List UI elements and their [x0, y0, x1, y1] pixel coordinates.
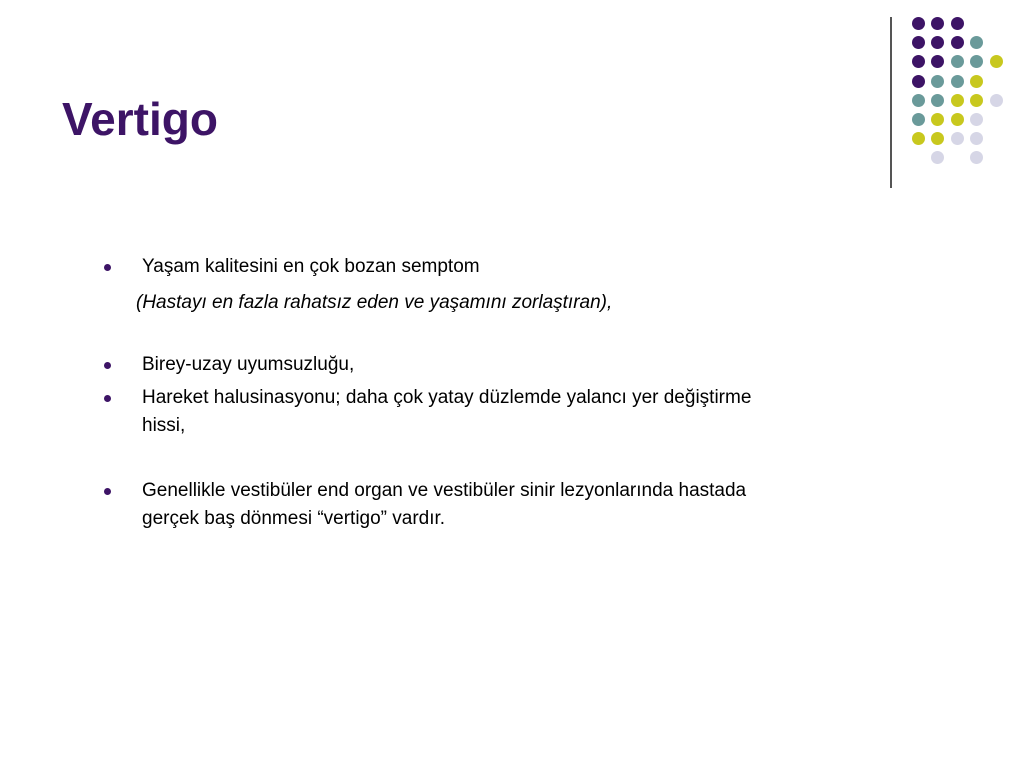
decor-dot	[951, 132, 964, 145]
slide-title: Vertigo	[62, 93, 218, 145]
decor-dot	[912, 113, 925, 126]
bullet-text: Hareket halusinasyonu; daha çok yatay düzlemde yalancı yer değiştirme hissi,	[142, 387, 752, 436]
decor-dot	[970, 132, 983, 145]
bullet-text: Yaşam kalitesini en çok bozan semptom	[142, 256, 480, 277]
decor-dot	[912, 132, 925, 145]
decor-dot	[951, 94, 964, 107]
decor-dot	[970, 55, 983, 68]
decor-dot-grid	[0, 0, 1024, 200]
bullet-icon	[104, 264, 111, 271]
decor-dot	[931, 113, 944, 126]
decor-dot	[970, 75, 983, 88]
decor-dot	[912, 55, 925, 68]
decor-dot	[990, 94, 1003, 107]
bullet-text: Birey-uzay uyumsuzluğu,	[142, 354, 355, 375]
bullet-text: Genellikle vestibüler end organ ve vestibüler sinir lezyonlarında hastada gerçek baş dönmesi “vertigo” vardır.	[142, 480, 747, 529]
decor-dot	[970, 151, 983, 164]
decor-dot	[912, 36, 925, 49]
bullet-icon	[104, 488, 111, 495]
decor-dot	[931, 36, 944, 49]
decor-dot	[951, 113, 964, 126]
decor-dot	[931, 55, 944, 68]
bullet-item	[142, 384, 772, 440]
bullet-icon	[104, 362, 111, 369]
decor-dot	[970, 113, 983, 126]
decor-dot	[912, 75, 925, 88]
bullet-subtext: (Hastayı en fazla rahatsız eden ve yaşamını zorlaştıran),	[136, 292, 613, 313]
decor-dot	[970, 36, 983, 49]
bullet-item	[142, 477, 762, 533]
decor-dot	[931, 94, 944, 107]
decor-dot	[931, 17, 944, 30]
bullet-item	[142, 351, 782, 379]
decor-dot	[951, 55, 964, 68]
decor-dot	[912, 17, 925, 30]
decor-dot	[951, 17, 964, 30]
decor-dot	[970, 94, 983, 107]
decor-dot	[931, 75, 944, 88]
decor-dot	[951, 75, 964, 88]
decor-dot	[912, 94, 925, 107]
decor-dot	[931, 151, 944, 164]
decor-dot	[951, 36, 964, 49]
bullet-icon	[104, 395, 111, 402]
decor-dot	[931, 132, 944, 145]
bullet-item	[142, 253, 782, 281]
decor-dot	[990, 55, 1003, 68]
